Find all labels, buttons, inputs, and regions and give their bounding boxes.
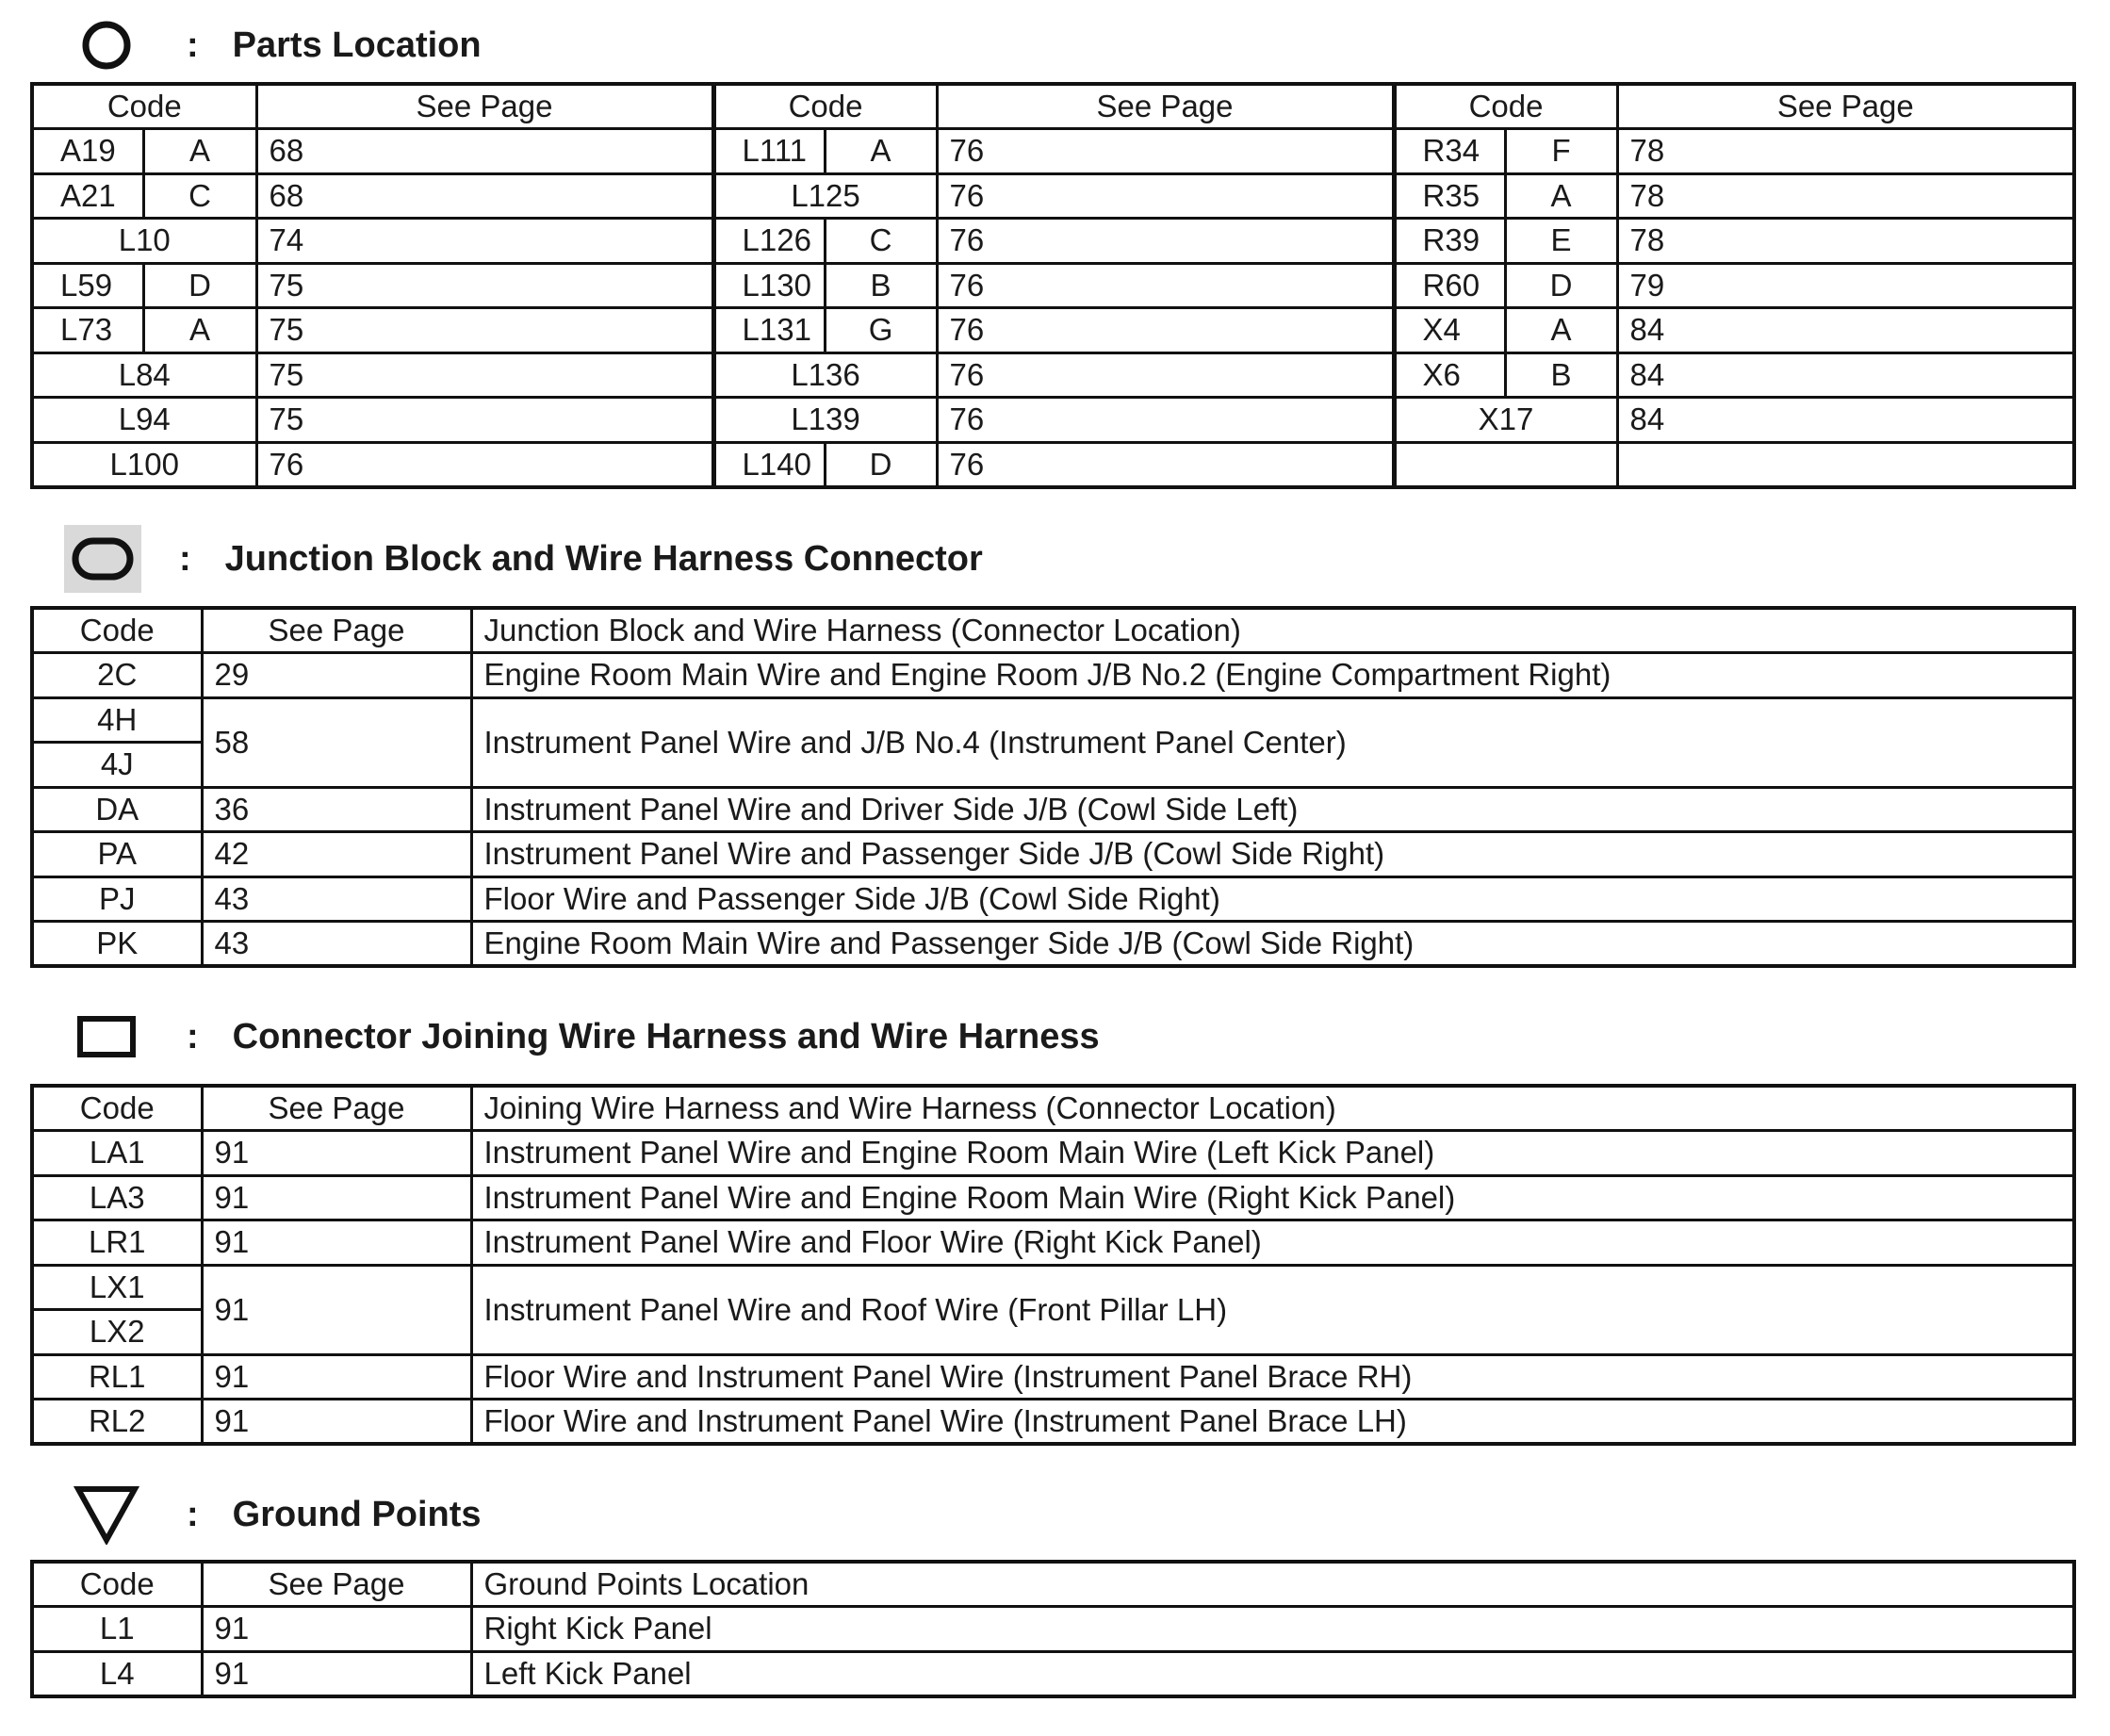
- joining-title: Connector Joining Wire Harness and Wire Harness: [232, 1016, 1100, 1056]
- see-page-header: See Page: [1617, 84, 2074, 129]
- location-letter: A: [1505, 308, 1617, 353]
- location-letter: F: [1505, 129, 1617, 174]
- see-page-value: 75: [256, 398, 713, 443]
- location-description: Instrument Panel Wire and Roof Wire (Front Pillar LH): [471, 1265, 2074, 1354]
- see-page-value: 74: [256, 219, 713, 264]
- see-page-value: 78: [1617, 129, 2074, 174]
- circle-icon: [64, 8, 149, 83]
- table-row: [32, 1175, 2074, 1220]
- see-page-value: 76: [256, 442, 713, 487]
- location-description: Instrument Panel Wire and Engine Room Main Wire (Left Kick Panel): [471, 1131, 2074, 1176]
- table-row: [32, 1265, 2074, 1310]
- location-letter: D: [825, 442, 937, 487]
- rectangle-icon: [64, 999, 149, 1074]
- see-page-value: [1617, 442, 2074, 487]
- see-page-value: 78: [1617, 219, 2074, 264]
- table-header-row: [32, 1562, 2074, 1607]
- location-description: Engine Room Main Wire and Passenger Side J/B (Cowl Side Right): [471, 922, 2074, 967]
- see-page-value: 42: [202, 832, 471, 877]
- code-header: Code: [32, 608, 202, 653]
- junction-heading: [64, 521, 983, 597]
- location-letter: A: [143, 308, 256, 353]
- see-page-value: 79: [1617, 263, 2074, 308]
- part-code: R60: [1394, 263, 1505, 308]
- location-letter: B: [825, 263, 937, 308]
- location-description: Instrument Panel Wire and J/B No.4 (Instrument Panel Center): [471, 697, 2074, 787]
- heading-colon: :: [187, 25, 199, 65]
- location-header: Junction Block and Wire Harness (Connector Location): [471, 608, 2074, 653]
- see-page-value: 43: [202, 876, 471, 922]
- code-cell: PA: [32, 832, 202, 877]
- table-row: [32, 787, 2074, 832]
- part-code: L73: [32, 308, 143, 353]
- part-code: X4: [1394, 308, 1505, 353]
- see-page-value: 29: [202, 653, 471, 698]
- location-description: Floor Wire and Passenger Side J/B (Cowl Side Right): [471, 876, 2074, 922]
- see-page-value: 76: [937, 219, 1394, 264]
- code-header: Code: [1394, 84, 1617, 129]
- see-page-value: 75: [256, 308, 713, 353]
- joining-table: [30, 1084, 2076, 1446]
- junction-title: Junction Block and Wire Harness Connector: [224, 538, 983, 579]
- see-page-value: 76: [937, 442, 1394, 487]
- location-letter: A: [143, 129, 256, 174]
- see-page-value: 91: [202, 1220, 471, 1266]
- location-letter: D: [143, 263, 256, 308]
- table-row: [32, 876, 2074, 922]
- code-header: Code: [32, 84, 256, 129]
- code-cell: PJ: [32, 876, 202, 922]
- see-page-value: 75: [256, 263, 713, 308]
- table-row: [32, 1131, 2074, 1176]
- location-description: Right Kick Panel: [471, 1607, 2074, 1652]
- table-row: [32, 129, 2074, 174]
- location-header: Ground Points Location: [471, 1562, 2074, 1607]
- triangle-down-icon: [64, 1477, 149, 1552]
- see-page-value: 91: [202, 1651, 471, 1696]
- parts-location-table: [30, 82, 2076, 489]
- ground-title: Ground Points: [232, 1494, 482, 1534]
- part-code: A21: [32, 173, 143, 219]
- table-row: [32, 263, 2074, 308]
- table-row: [32, 308, 2074, 353]
- code-cell: 4J: [32, 743, 202, 788]
- see-page-value: 91: [202, 1131, 471, 1176]
- table-row: [32, 442, 2074, 487]
- code-header: Code: [713, 84, 937, 129]
- see-page-header: See Page: [202, 608, 471, 653]
- code-cell: LX2: [32, 1310, 202, 1355]
- see-page-value: 91: [202, 1354, 471, 1400]
- code-header: Code: [32, 1086, 202, 1131]
- location-header: Joining Wire Harness and Wire Harness (Connector Location): [471, 1086, 2074, 1131]
- code-cell: RL2: [32, 1400, 202, 1445]
- see-page-value: 76: [937, 263, 1394, 308]
- part-code: L131: [713, 308, 825, 353]
- location-description: Left Kick Panel: [471, 1651, 2074, 1696]
- location-letter: A: [1505, 173, 1617, 219]
- table-row: [32, 219, 2074, 264]
- heading-colon: :: [187, 1494, 199, 1534]
- see-page-value: 78: [1617, 173, 2074, 219]
- table-row: [32, 832, 2074, 877]
- see-page-value: 68: [256, 129, 713, 174]
- part-code: L111: [713, 129, 825, 174]
- table-row: [32, 352, 2074, 398]
- location-description: Instrument Panel Wire and Floor Wire (Right Kick Panel): [471, 1220, 2074, 1266]
- part-code: L100: [32, 442, 256, 487]
- code-cell: LA3: [32, 1175, 202, 1220]
- see-page-header: See Page: [202, 1086, 471, 1131]
- part-code: L84: [32, 352, 256, 398]
- part-code: L140: [713, 442, 825, 487]
- part-code: L10: [32, 219, 256, 264]
- code-cell: 2C: [32, 653, 202, 698]
- part-code: R35: [1394, 173, 1505, 219]
- code-cell: LX1: [32, 1265, 202, 1310]
- table-header-row: [32, 1086, 2074, 1131]
- table-row: [32, 173, 2074, 219]
- part-code: R34: [1394, 129, 1505, 174]
- location-description: Floor Wire and Instrument Panel Wire (Instrument Panel Brace LH): [471, 1400, 2074, 1445]
- parts-location-heading: [64, 8, 482, 83]
- code-cell: 4H: [32, 697, 202, 743]
- see-page-value: 91: [202, 1607, 471, 1652]
- code-cell: RL1: [32, 1354, 202, 1400]
- see-page-value: 84: [1617, 308, 2074, 353]
- table-row: [32, 653, 2074, 698]
- table-header-row: [32, 84, 2074, 129]
- table-row: [32, 922, 2074, 967]
- see-page-value: 76: [937, 352, 1394, 398]
- code-cell: LR1: [32, 1220, 202, 1266]
- part-code: L94: [32, 398, 256, 443]
- part-code: L59: [32, 263, 143, 308]
- see-page-value: 58: [202, 697, 471, 787]
- part-code: L136: [713, 352, 937, 398]
- table-row: [32, 1607, 2074, 1652]
- code-cell: LA1: [32, 1131, 202, 1176]
- see-page-value: 91: [202, 1265, 471, 1354]
- see-page-value: 43: [202, 922, 471, 967]
- location-description: Floor Wire and Instrument Panel Wire (Instrument Panel Brace RH): [471, 1354, 2074, 1400]
- location-letter: B: [1505, 352, 1617, 398]
- part-code: [1394, 442, 1617, 487]
- see-page-value: 76: [937, 129, 1394, 174]
- heading-colon: :: [187, 1016, 199, 1056]
- part-code: L139: [713, 398, 937, 443]
- table-row: [32, 398, 2074, 443]
- part-code: X6: [1394, 352, 1505, 398]
- location-description: Instrument Panel Wire and Driver Side J/B (Cowl Side Left): [471, 787, 2074, 832]
- code-cell: L1: [32, 1607, 202, 1652]
- location-letter: A: [825, 129, 937, 174]
- rounded-rect-icon: [64, 525, 141, 593]
- see-page-header: See Page: [937, 84, 1394, 129]
- see-page-header: See Page: [202, 1562, 471, 1607]
- see-page-value: 91: [202, 1175, 471, 1220]
- see-page-value: 91: [202, 1400, 471, 1445]
- part-code: R39: [1394, 219, 1505, 264]
- location-letter: C: [825, 219, 937, 264]
- see-page-value: 76: [937, 308, 1394, 353]
- code-cell: DA: [32, 787, 202, 832]
- see-page-header: See Page: [256, 84, 713, 129]
- code-cell: PK: [32, 922, 202, 967]
- part-code: L126: [713, 219, 825, 264]
- see-page-value: 75: [256, 352, 713, 398]
- location-letter: G: [825, 308, 937, 353]
- table-row: [32, 1354, 2074, 1400]
- see-page-value: 84: [1617, 352, 2074, 398]
- code-cell: L4: [32, 1651, 202, 1696]
- location-description: Instrument Panel Wire and Engine Room Main Wire (Right Kick Panel): [471, 1175, 2074, 1220]
- table-row: [32, 1220, 2074, 1266]
- table-row: [32, 697, 2074, 743]
- see-page-value: 84: [1617, 398, 2074, 443]
- part-code: L130: [713, 263, 825, 308]
- table-row: [32, 1400, 2074, 1445]
- location-description: Engine Room Main Wire and Engine Room J/B No.2 (Engine Compartment Right): [471, 653, 2074, 698]
- location-letter: E: [1505, 219, 1617, 264]
- see-page-value: 76: [937, 173, 1394, 219]
- heading-colon: :: [179, 538, 191, 579]
- see-page-value: 68: [256, 173, 713, 219]
- location-description: Instrument Panel Wire and Passenger Side J/B (Cowl Side Right): [471, 832, 2074, 877]
- see-page-value: 76: [937, 398, 1394, 443]
- ground-heading: [64, 1477, 482, 1552]
- code-header: Code: [32, 1562, 202, 1607]
- location-letter: C: [143, 173, 256, 219]
- part-code: A19: [32, 129, 143, 174]
- table-row: [32, 1651, 2074, 1696]
- joining-heading: [64, 999, 1100, 1074]
- part-code: X17: [1394, 398, 1617, 443]
- part-code: L125: [713, 173, 937, 219]
- see-page-value: 36: [202, 787, 471, 832]
- location-letter: D: [1505, 263, 1617, 308]
- junction-table: [30, 606, 2076, 968]
- parts-location-title: Parts Location: [232, 25, 482, 65]
- table-header-row: [32, 608, 2074, 653]
- ground-table: [30, 1560, 2076, 1698]
